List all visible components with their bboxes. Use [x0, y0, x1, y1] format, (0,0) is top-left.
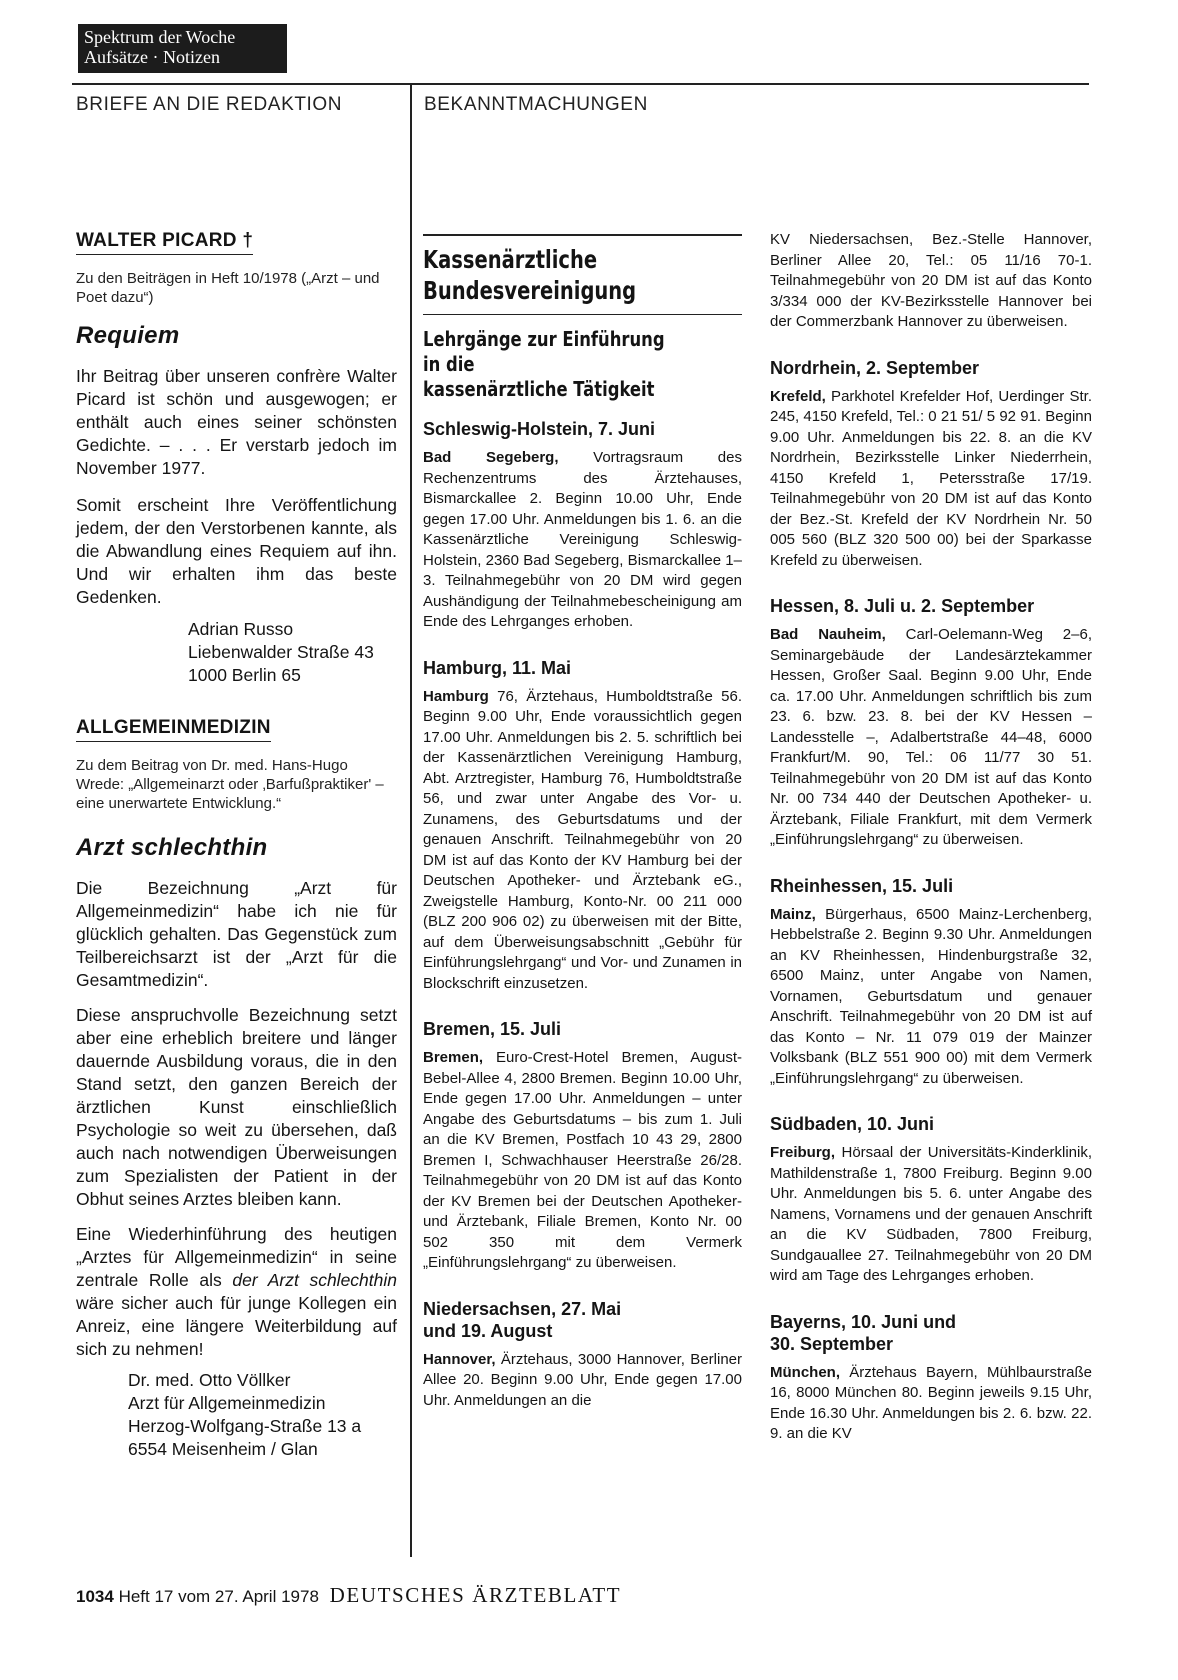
venue-city: Bad Segeberg, — [423, 449, 559, 466]
letter-topic-title: ALLGEMEINMEDIZIN — [76, 717, 271, 742]
announcements-column-1 — [423, 234, 742, 1411]
course-title-line: kassenärztliche Tätigkeit — [423, 377, 655, 401]
signature-line: 6554 Meisenheim / Glan — [128, 1439, 318, 1459]
course-sections — [423, 418, 742, 1411]
letter-headline: Requiem — [76, 322, 180, 349]
badge-line-1: Spektrum der Woche — [84, 27, 236, 47]
details-text: Bürgerhaus, 6500 Mainz-Lerchenberg, Hebbelstraße 2. Beginn 9.30 Uhr. Anmeldungen an KV Rheinhessen, Hindenburgstraße 32, 6500 Mainz, unter Angabe von Namen, Vornamen, Geburtsdatum und genauer Anschrift. Teilnahmegebühr von 20 DM ist auf das Konto – Nr. 11 079 019 der Mainzer Volksbank (BLZ 551 900 00) mit dem Vermerk „Einführungslehrgang“ zu überweisen. — [770, 905, 1092, 1087]
region-details — [770, 1363, 1092, 1445]
details-text: Ärztehaus Bayern, Mühlbaurstraße 16, 8000 München 80. Beginn jeweils 9.15 Uhr, Ende 16.30 Uhr. Anmeldungen bis 2. 6. bzw. 22. 9. an die KV — [770, 1363, 1092, 1442]
magazine-name: DEUTSCHES ÄRZTEBLATT — [329, 1583, 622, 1607]
course-section — [770, 595, 1092, 851]
details-text: Carl-Oelemann-Weg 2–6, Seminargebäude der Landesärztekammer Hessen, Großer Saal. Beginn 9.00 Uhr, Ende ca. 17.00 Uhr. Anmeldungen schriftlich bis zum 23. 6. bzw. 23. 8. bei der KV Hessen – Landesstelle –, Adalbertstraße 44–48, 6000 Frankfurt/M. 90, Tel.: 06 11/77 30 51. Teilnahmegebühr von 20 DM ist auf das Konto Nr. 00 734 440 der Deutschen Apotheker- u. Ärztebank, Filiale Frankfurt, mit dem Vermerk „Einführungslehrgang“ zu überweisen. — [770, 626, 1092, 848]
letter-headline: Arzt schlechthin — [76, 834, 268, 861]
details-text: Vortragsraum des Rechenzentrums des Ärztehauses, Bismarckallee 2. Beginn 10.00 Uhr, Ende gegen 17.00 Uhr. Anmeldungen bis 1. 6. an die Kassenärztliche Vereinigung Schleswig-Holstein, 2360 Bad Segeberg, Bismarckallee 1–3. Teilnahmegebühr von 20 DM wird gegen Aushändigung der Teilnahmebescheinigung am Ende des Lehrganges erhoben. — [423, 449, 742, 630]
letter-paragraph: Ihr Beitrag über unseren confrère Walter Picard ist schön und ausgewogen; er enthält auch eines seiner schönsten Gedichte. – . . . Er verstarb jedoch im November 1977. — [76, 366, 397, 478]
issue-info: Heft 17 vom 27. April 1978 — [118, 1587, 319, 1606]
course-section — [423, 1298, 742, 1412]
region-details — [423, 1048, 742, 1274]
region-heading: Schleswig-Holstein, 7. Juni — [423, 419, 656, 439]
course-section — [770, 875, 1092, 1090]
region-heading: Südbaden, 10. Juni — [770, 1114, 935, 1134]
signature-line: Dr. med. Otto Völlker — [128, 1370, 291, 1390]
column-divider — [410, 85, 412, 1557]
venue-city: Krefeld, — [770, 387, 826, 405]
region-heading: Bremen, 15. Juli — [423, 1019, 562, 1039]
signature-line: Herzog-Wolfgang-Straße 13 a — [128, 1416, 362, 1436]
region-details — [770, 387, 1092, 572]
details-text: Parkhotel Krefelder Hof, Uerdinger Str. 245, 4150 Krefeld, Tel.: 0 21 51/ 5 92 91. Beginn 9.00 Uhr. Anmeldungen bis 22. 8. an die KV Nordrhein, Bezirksstelle Linker Niederrhein, 4150 Krefeld 1, Petersstraße 17/19. Teilnahmegebühr von 20 DM ist auf das Konto der Bez.-St. Krefeld der KV Nordrhein Nr. 50 005 560 (BLZ 320 500 00) bei der Sparkasse Krefeld zu überweisen. — [770, 387, 1092, 569]
course-section — [770, 1113, 1092, 1287]
signature-line: Arzt für Allgemeinmedizin — [128, 1393, 326, 1413]
course-section — [423, 1018, 742, 1274]
page-number: 1034 — [76, 1587, 114, 1606]
letter-reference: Zu dem Beitrag von Dr. med. Hans-Hugo Wrede: „Allgemeinarzt oder ‚Barfußpraktiker' – eine unerwartete Entwicklung.“ — [76, 757, 384, 812]
letter-paragraph: Die Bezeichnung „Arzt für Allgemeinmedizin“ habe ich nie für glücklich gehalten. Das Gegenstück zum Teilbereichsarzt ist der „Arzt für die Gesamtmedizin“. — [76, 878, 397, 990]
venue-city: Hamburg — [423, 687, 489, 705]
org-title — [423, 244, 742, 306]
rule — [423, 234, 742, 236]
announcements-column-2 — [770, 230, 1092, 1445]
course-sections — [770, 357, 1092, 1445]
course-section — [423, 657, 742, 995]
emphasis: der Arzt schlechthin — [232, 1270, 397, 1290]
region-heading: Nordrhein, 2. September — [770, 357, 980, 378]
region-heading: Hessen, 8. Juli u. 2. September — [770, 596, 1035, 616]
letter-walter-picard — [76, 230, 397, 687]
section-badge — [78, 24, 287, 73]
course-title — [423, 327, 742, 402]
region-heading: Niedersachsen, 27. Mai und 19. August — [423, 1298, 622, 1341]
letter-paragraph: Eine Wiederhinführung des heutigen „Arztes für Allgemeinmedizin“ in seine zentrale Rolle als der Arzt schlechthin wäre sicher auch für junge Kollegen ein Anreiz, eine längere Weiterbildung auf sich zu nehmen! — [76, 1224, 397, 1359]
letter-paragraph: Somit erscheint Ihre Veröffentlichung jedem, der den Verstorbenen kannte, als die Abwandlung eines Requiem auf ihn. Und wir erhalten ihm das beste Gedenken. — [76, 495, 397, 607]
region-heading: Rheinhessen, 15. Juli — [770, 875, 954, 896]
course-title-line: in die — [423, 352, 475, 376]
region-details — [423, 1350, 742, 1412]
top-rule — [72, 83, 1089, 85]
badge-line-2: Aufsätze · Notizen — [84, 47, 220, 67]
details-text: Hörsaal der Universitäts-Kinderklinik, Mathildenstraße 1, 7800 Freiburg. Beginn 9.00 Uhr. Anmeldungen bis 5. 6. unter Angabe des Namens, Vornamens und der genauen Anschrift an die KV Südbaden, 7800 Freiburg, Sundgauallee 27. Teilnahmegebühr von 20 DM wird am Tage des Lehrganges erhoben. — [770, 1144, 1092, 1284]
venue-city: Bremen, — [423, 1049, 484, 1066]
details-text: Ärztehaus, 3000 Hannover, Berliner Allee 20. Beginn 9.00 Uhr, Ende gegen 17.00 Uhr. Anmeldungen an die — [423, 1350, 742, 1409]
letter-signature — [128, 1369, 397, 1461]
course-section — [770, 1311, 1092, 1445]
signature-line: Liebenwalder Straße 43 — [188, 642, 374, 662]
signature-line: 1000 Berlin 65 — [188, 665, 301, 685]
course-section — [770, 357, 1092, 572]
letter-signature — [188, 618, 397, 687]
letter-allgemeinmedizin — [76, 717, 397, 1461]
org-title-line: Kassenärztliche — [423, 244, 598, 274]
left-section-header: BRIEFE AN DIE REDAKTION — [76, 94, 343, 115]
region-details — [423, 687, 742, 995]
course-section — [423, 418, 742, 633]
region-heading: Hamburg, 11. Mai — [423, 657, 572, 678]
region-details — [770, 625, 1092, 851]
region-heading: Bayerns, 10. Juni und 30. September — [770, 1311, 957, 1354]
region-details — [423, 448, 742, 633]
details-text: 76, Ärztehaus, Humboldtstraße 56. Beginn 9.00 Uhr, Ende voraussichtlich gegen 17.00 Uhr. Anmeldungen bis 2. 5. schriftlich bei der Kassenärztlichen Vereinigung Hamburg, Abt. Arztregister, Hamburg 76, Humboldtstraße 56, und zwar unter Angabe des Vor- u. Zunamens, des Geburtsdatums und der genauen Anschrift. Teilnahmegebühr von 20 DM ist auf das Konto der KV Hamburg bei der Deutschen Apotheker- und Ärztebank eG., Zweigstelle Hamburg, Konto-Nr. 00 211 000 (BLZ 200 906 02) zu überweisen mit der Bitte, auf dem Überweisungsabschnitt „Gebühr für Einführungslehrgang“ und Vor- und Zunamen in Blockschrift einzusetzen. — [423, 687, 742, 992]
course-title-line: Lehrgänge zur Einführung — [423, 327, 665, 351]
letter-paragraph: Diese anspruchvolle Bezeichnung setzt aber eine erheblich breitere und länger dauernde Ausbildung voraus, die in den Stand setzt, den ganzen Bereich der ärztlichen Kunst einschließlich Psychologie so weit zu übersehen, daß auch nach notwendigen Überweisungen zum Spezialisten der Patient in der Obhut seines Arztes bleiben kann. — [76, 1005, 397, 1209]
region-details — [770, 1143, 1092, 1287]
venue-city: Bad Nauheim, — [770, 626, 886, 643]
continued-text: KV Niedersachsen, Bez.-Stelle Hannover, Berliner Allee 20, Tel.: 05 11/16 70-1. Teilnahmegebühr von 20 DM ist auf das Konto 3/334 000 der KV-Bezirksstelle Hannover bei der Commerzbank Hannover zu überweisen. — [770, 231, 1092, 330]
letter-topic-title: WALTER PICARD † — [76, 230, 253, 255]
rule — [423, 314, 742, 316]
region-details — [770, 905, 1092, 1090]
right-section-header: BEKANNTMACHUNGEN — [424, 94, 648, 115]
venue-city: Freiburg, — [770, 1144, 836, 1161]
details-text: Euro-Crest-Hotel Bremen, August-Bebel-Allee 4, 2800 Bremen. Beginn 10.00 Uhr, Ende gegen 17.00 Uhr. Anmeldungen – unter Angabe des Geburtsdatums – bis zum 1. Juli an die KV Bremen, Postfach 10 43 29, 2800 Bremen I, Schwachhauser Heerstraße 26/28. Teilnahmegebühr von 20 DM ist auf das Konto der KV Bremen bei der Deutschen Apotheker- und Ärztebank, Filiale Bremen, Konto Nr. 00 502 350 mit dem Vermerk „Einführungslehrgang“ zu überweisen. — [423, 1049, 742, 1271]
venue-city: Mainz, — [770, 905, 816, 923]
signature-line: Adrian Russo — [188, 619, 294, 639]
letter-reference: Zu den Beiträgen in Heft 10/1978 („Arzt – und Poet dazu“) — [76, 270, 380, 306]
page-footer — [76, 1583, 621, 1608]
org-title-line: Bundesvereinigung — [423, 275, 637, 305]
letters-column — [76, 230, 397, 1461]
venue-city: Hannover, — [423, 1350, 496, 1368]
venue-city: München, — [770, 1363, 840, 1381]
